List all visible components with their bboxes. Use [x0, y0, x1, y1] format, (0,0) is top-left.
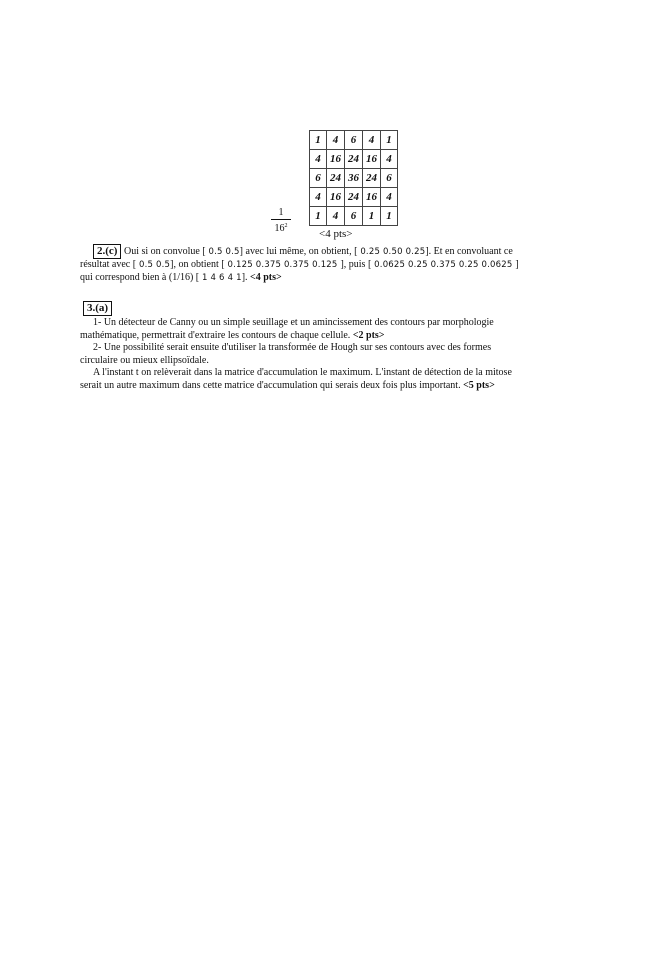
points-3a-2: <5 pts>: [463, 379, 495, 391]
kernel-cell: 4: [363, 131, 381, 150]
text-2c-2c: ], puis [: [340, 259, 372, 270]
vector-6: 1 4 6 4 1: [199, 272, 242, 283]
fraction-exponent: 2: [284, 223, 288, 229]
points-3a-1: <2 pts>: [352, 329, 385, 341]
text-2c-1a: Oui si on convolue [: [123, 246, 206, 257]
kernel-cell: 16: [363, 188, 381, 207]
kernel-cell: 4: [381, 188, 398, 207]
answer-2c: [80, 244, 598, 284]
kernel-matrix: [309, 130, 398, 226]
kernel-row: [310, 169, 398, 188]
kernel-cell: 1: [381, 207, 398, 226]
text-2c-2a: résultat avec [: [80, 259, 137, 270]
kernel-cell: 16: [363, 150, 381, 169]
fraction-denominator-base: 16: [274, 223, 285, 234]
kernel-row: [310, 188, 398, 207]
answer-3a-p3-line-1: A l'instant t on relèverait dans la matrice d'accumulation le maximum. L'instant de détection de la mitose: [93, 367, 512, 378]
kernel-cell: 24: [363, 169, 381, 188]
fraction-denominator: [271, 220, 291, 234]
kernel-cell: 1: [381, 131, 398, 150]
kernel-points: <4 pts>: [319, 228, 353, 240]
kernel-cell: 6: [381, 169, 398, 188]
kernel-cell: 36: [345, 169, 363, 188]
kernel-row: [310, 131, 398, 150]
kernel-cell: 1: [310, 207, 327, 226]
kernel-cell: 4: [327, 131, 345, 150]
kernel-row: [310, 207, 398, 226]
text-2c-2b: ], on obtient [: [170, 259, 225, 270]
answer-2c-line-2: [80, 259, 598, 272]
text-3a-p1-2: mathématique, permettrait d'extraire les contours de chaque cellule.: [80, 329, 353, 341]
answer-3a-p1-line-2: [80, 330, 598, 343]
vector-1: 0.5 0.5: [205, 247, 240, 257]
kernel-cell: 4: [310, 188, 327, 207]
vector-4: 0.125 0.375 0.375 0.125: [224, 260, 341, 270]
answer-3a-label-line: [80, 301, 598, 316]
kernel-cell: 24: [327, 169, 345, 188]
answer-2c-line-1: [80, 244, 598, 259]
text-2c-1c: ]. Et en convoluant ce: [425, 246, 513, 257]
fraction-numerator: 1: [271, 208, 291, 220]
kernel-cell: 24: [345, 150, 363, 169]
kernel-row: [310, 150, 398, 169]
text-3a-p3-2: serait un autre maximum dans cette matrice d'accumulation qui serais deux fois plus important.: [80, 379, 464, 391]
answer-3a-p2-line-1: 2- Une possibilité serait ensuite d'utiliser la transformée de Hough sur ses contours avec des formes: [93, 342, 492, 353]
kernel-matrix-body: [310, 131, 398, 226]
question-label-2c: 2.(c): [93, 244, 121, 259]
text-2c-1b: ] avec lui même, on obtient, [: [239, 246, 358, 257]
kernel-cell: 16: [327, 188, 345, 207]
kernel-cell: 6: [345, 207, 363, 226]
kernel-cell: 6: [310, 169, 327, 188]
kernel-cell: 16: [327, 150, 345, 169]
text-2c-2d: ]: [515, 259, 519, 270]
points-2c: <4 pts>: [250, 271, 282, 283]
text-2c-3b: ].: [241, 271, 251, 283]
vector-2: 0.25 0.50 0.25: [357, 247, 426, 257]
kernel-cell: 4: [327, 207, 345, 226]
answer-3a: [80, 301, 598, 392]
kernel-cell: 1: [310, 131, 327, 150]
vector-3: 0.5 0.5: [136, 260, 171, 270]
answer-2c-line-3: [80, 272, 598, 285]
answer-3a-p3-line-2: [80, 380, 598, 393]
kernel-cell: 1: [363, 207, 381, 226]
kernel-cell: 4: [310, 150, 327, 169]
kernel-fraction: [271, 208, 291, 234]
kernel-cell: 24: [345, 188, 363, 207]
kernel-cell: 4: [381, 150, 398, 169]
kernel-cell: 6: [345, 131, 363, 150]
answer-3a-p1-line-1: 1- Un détecteur de Canny ou un simple seuillage et un amincissement des contours par morphologie: [93, 317, 494, 328]
text-2c-3a: qui correspond bien à (1/16) [: [80, 271, 200, 283]
question-label-3a: 3.(a): [83, 301, 112, 316]
answer-3a-p2-line-2: circulaire ou mieux ellipsoïdale.: [80, 354, 209, 366]
vector-5: 0.0625 0.25 0.375 0.25 0.0625: [371, 260, 516, 270]
